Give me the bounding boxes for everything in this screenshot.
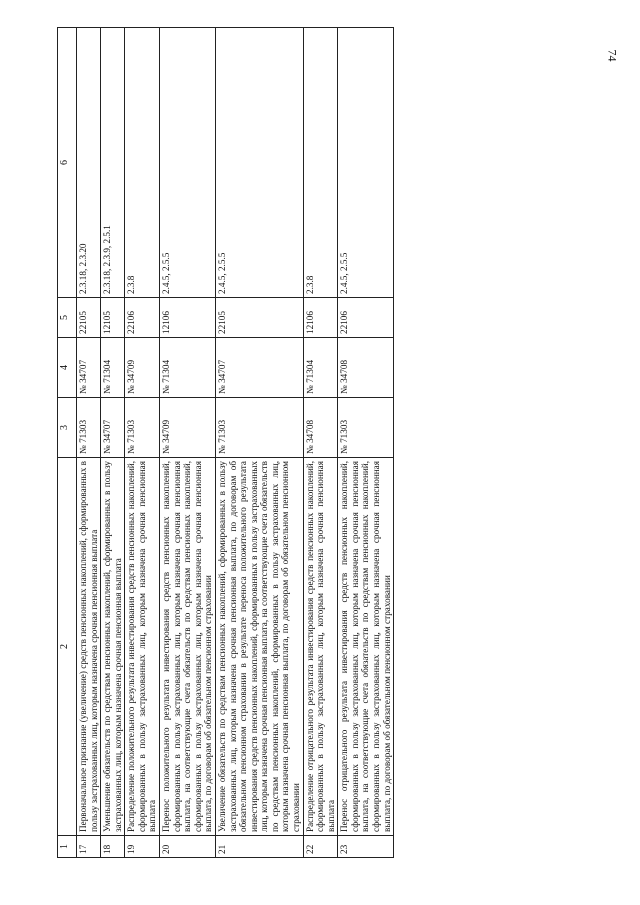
debit-account: № 71303 [77,398,101,458]
row-number: 18 [101,836,125,858]
operation-description: Увеличение обязательств по средствам пенсионных накоплений, сформированных в пользу застрахованных лиц, которым назначена срочная пенсионная выплата, по договорам об обязательном пенсионном страховании в результате переноса положительного результата инвестирования средств пенсионных накоплений, сформированных в пользу застрахованных лиц, которым назначена срочная пенсионная выплата, на соответствующие счета обязательств по средствам пенсионных накоплений, сформированных в пользу застрахованных лиц, которым назначена срочная пенсионная выплата, по договорам об обязательном пенсионном страховании [215,458,303,836]
debit-account: № 34709 [160,398,216,458]
reference-items: 2.3.18, 2.3.20 [77,28,101,298]
column-header: 3 [58,398,77,458]
table-row [101,28,125,858]
row-number: 17 [77,836,101,858]
symbol-code: 22105 [215,298,303,338]
credit-account: № 34709 [125,338,160,398]
operation-description: Распределение отрицательного результата инвестирования средств пенсионных накоплений, сформированных в пользу застрахованных лиц, которым назначена срочная пенсионная выплата [303,458,338,836]
table-row [303,28,338,858]
reference-items: 2.3.8 [303,28,338,298]
debit-account: № 71303 [215,398,303,458]
reference-items: 2.3.18, 2.3.9, 2.5.1 [101,28,125,298]
debit-account: № 71303 [125,398,160,458]
operation-description: Уменьшение обязательств по средствам пенсионных накоплений, сформированных в пользу застрахованных лиц, которым назначена срочная пенсионная выплата [101,458,125,836]
header-row [58,28,77,858]
row-number: 19 [125,836,160,858]
row-number: 22 [303,836,338,858]
symbol-code: 12106 [160,298,216,338]
reference-items: 2.4.5, 2.5.5 [338,28,394,298]
symbol-code: 12105 [101,298,125,338]
column-header: 2 [58,458,77,836]
column-header: 1 [58,836,77,858]
debit-account: № 34707 [101,398,125,458]
rotated-table-container [57,28,597,858]
symbol-code: 22105 [77,298,101,338]
operation-description: Перенос положительного результата инвестирования средств пенсионных накоплений, сформированных в пользу застрахованных лиц, которым назначена срочная пенсионная выплата, на соответствующие счета обязательств по средствам пенсионных накоплений, сформированных в пользу застрахованных лиц, которым назначена срочная пенсионная выплата, по договорам об обязательном пенсионном страховании [160,458,216,836]
operation-description: Первоначальное признание (увеличение) средств пенсионных накоплений, сформированных в пользу застрахованных лиц, которым назначена срочная пенсионная выплата [77,458,101,836]
debit-account: № 71303 [338,398,394,458]
credit-account: № 34708 [338,338,394,398]
table-row [125,28,160,858]
symbol-code: 22106 [338,298,394,338]
column-header: 6 [58,28,77,298]
row-number: 23 [338,836,394,858]
credit-account: № 34707 [215,338,303,398]
column-header: 4 [58,338,77,398]
table-row [77,28,101,858]
column-header: 5 [58,298,77,338]
credit-account: № 71304 [160,338,216,398]
credit-account: № 34707 [77,338,101,398]
page-number: 74 [605,49,620,62]
table-row [215,28,303,858]
reference-items: 2.4.5, 2.5.5 [215,28,303,298]
credit-account: № 71304 [101,338,125,398]
debit-account: № 34708 [303,398,338,458]
row-number: 20 [160,836,216,858]
credit-account: № 71304 [303,338,338,398]
accounting-entries-table [57,27,394,858]
operation-description: Перенос отрицательного результата инвестирования средств пенсионных накоплений, сформированных в пользу застрахованных лиц, которым назначена срочная пенсионная выплата, на соответствующие счета обязательств по средствам пенсионных накоплений, сформированных в пользу застрахованных лиц, которым назначена срочная пенсионная выплата, по договорам об обязательном пенсионном страховании [338,458,394,836]
table-row [338,28,394,858]
reference-items: 2.3.8 [125,28,160,298]
operation-description: Распределение положительного результата инвестирования средств пенсионных накоплений, сформированных в пользу застрахованных лиц, которым назначена срочная пенсионная выплата [125,458,160,836]
symbol-code: 12106 [303,298,338,338]
reference-items: 2.4.5, 2.5.5 [160,28,216,298]
table-row [160,28,216,858]
symbol-code: 22106 [125,298,160,338]
row-number: 21 [215,836,303,858]
